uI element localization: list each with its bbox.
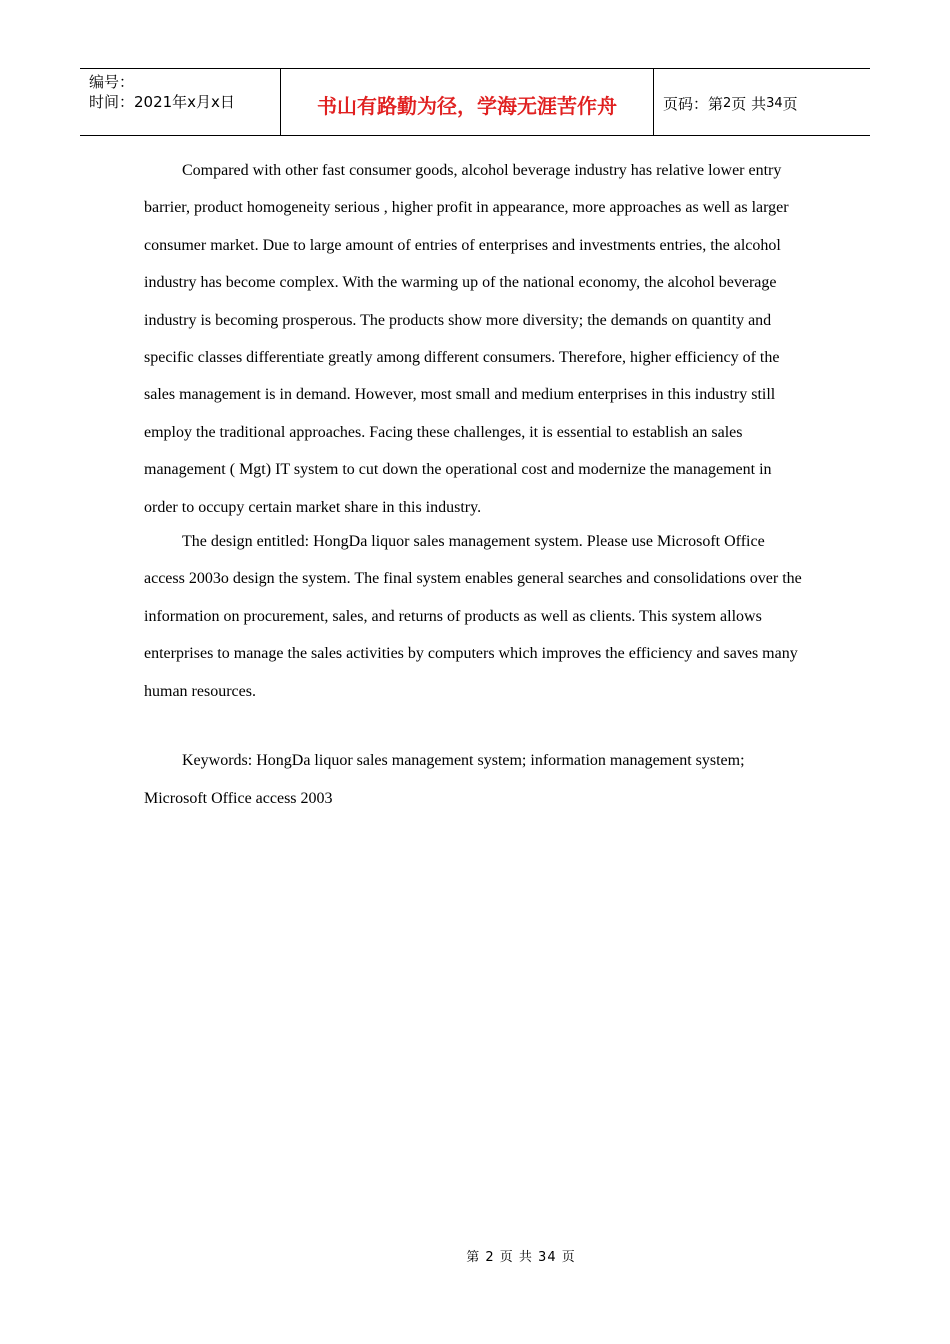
page-mid: 页 共: [731, 94, 767, 113]
motto-text: 书山有路勤为径，学海无涯苦作舟: [317, 93, 617, 118]
page-suffix: 页: [782, 94, 798, 113]
keywords-paragraph: Keywords: HongDa liquor sales management system; information management system; Microsoft Office access 2003: [144, 752, 745, 807]
abstract-paragraph-2: The design entitled: HongDa liquor sales management system. Please use Microsoft Office access 2003o design the system. The final system enables general searches and consolidations over the information on procurement, sales, and returns of products as well as clients. This system allows enterprises to manage the sales activities by computers which improves the efficiency and saves many human resources.: [144, 533, 802, 700]
header-page-cell: [654, 69, 870, 135]
page-total: 34: [766, 95, 783, 111]
page-number: 2: [723, 95, 732, 111]
header-motto-cell: [281, 69, 654, 135]
abstract-paragraph-1: Compared with other fast consumer goods, alcohol beverage industry has relative lower entry barrier, product homogeneity serious , higher profit in appearance, more approaches as well as larger consumer market. Due to large amount of entries of enterprises and investments entries, the alcohol industry has become complex. With the warming up of the national economy, the alcohol beverage industry is becoming prosperous. The products show more diversity; the demands on quantity and specific classes differentiate greatly among different consumers. Therefore, higher efficiency of the sales management is in demand. However, most small and medium enterprises in this industry still employ the traditional approaches. Facing these challenges, it is essential to establish an sales management ( Mgt) IT system to cut down the operational cost and modernize the management in order to occupy certain market share in this industry.: [144, 162, 789, 516]
header-info-cell: [80, 69, 281, 135]
page-header: [80, 68, 870, 136]
page-footer: 第 2 页 共 34 页: [466, 1250, 576, 1265]
abstract-body: [144, 152, 808, 817]
date-label: 时间：2021年x月x日: [89, 93, 235, 111]
serial-label: 编号：: [89, 73, 135, 91]
page-prefix: 页码：第: [663, 94, 724, 113]
